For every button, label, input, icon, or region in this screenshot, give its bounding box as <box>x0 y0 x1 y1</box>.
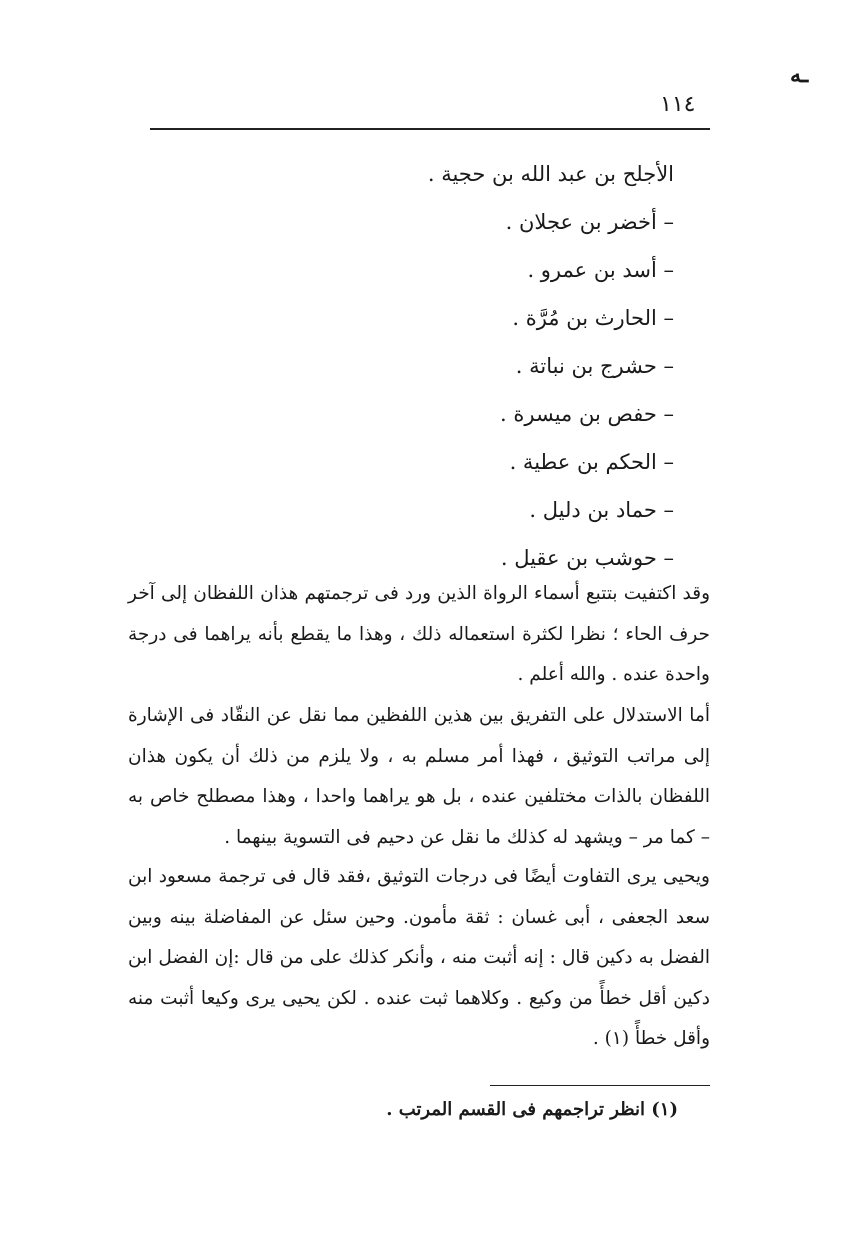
list-item: – حوشب بن عقيل . <box>500 546 674 570</box>
body-paragraph: وقد اكتفيت بتتبع أسماء الرواة الذين ورد فى ترجمتهم هذان اللفظان إلى آخر حرف الحاء ؛ نظرا لكثرة استعماله ذلك ، وهذا ما يقطع بأنه يراهما فى درجة واحدة عنده . والله أعلم . <box>128 583 710 685</box>
list-item: – حشرج بن نباتة . <box>515 354 674 378</box>
narrator-list <box>174 150 674 582</box>
list-item: الأجلح بن عبد الله بن حجية . <box>427 162 674 186</box>
list-item: – حفص بن ميسرة . <box>500 402 674 426</box>
footnote-rule <box>490 1085 710 1086</box>
page-number: ١١٤ <box>660 92 696 117</box>
body-paragraph: ويحيى يرى التفاوت أيضًا فى درجات التوثيق ،فقد قال فى ترجمة مسعود ابن سعد الجعفى ، أبى غسان : ثقة مأمون. وحين سئل عن المفاضلة بينه وبين الفضل به دكين قال : إنه أثبت منه ، وأنكر كذلك على من قال :إن الفضل ابن دكين أقل خطأً من وكيع . وكلاهما ثبت عنده . لكن يحيى يرى وكيعا أثبت منه وأقل خطأً (١) . <box>128 866 710 1049</box>
header-rule <box>150 128 710 130</box>
list-item: – الحارث بن مُرَّة . <box>512 306 674 330</box>
body-paragraph: أما الاستدلال على التفريق بين هذين اللفظين مما نقل عن النقّاد فى الإشارة إلى مراتب التوثيق ، فهذا أمر مسلم به ، ولا يلزم من ذلك أن يكون هذان اللفظان بالذات مختلفين عنده ، بل هو يراهما واحدا ، وهذا مصطلح خاص به – كما مر – ويشهد له كذلك ما نقل عن دحيم فى التسوية بينهما . <box>128 705 710 848</box>
list-item: – حماد بن دليل . <box>529 498 674 522</box>
corner-mark: ـه <box>790 62 809 88</box>
list-item: – أسد بن عمرو . <box>527 258 674 282</box>
footnote: (١) انظر تراجمهم فى القسم المرتب . <box>386 1099 678 1120</box>
list-item: – أخضر بن عجلان . <box>505 210 674 234</box>
list-item: – الحكم بن عطية . <box>509 450 674 474</box>
